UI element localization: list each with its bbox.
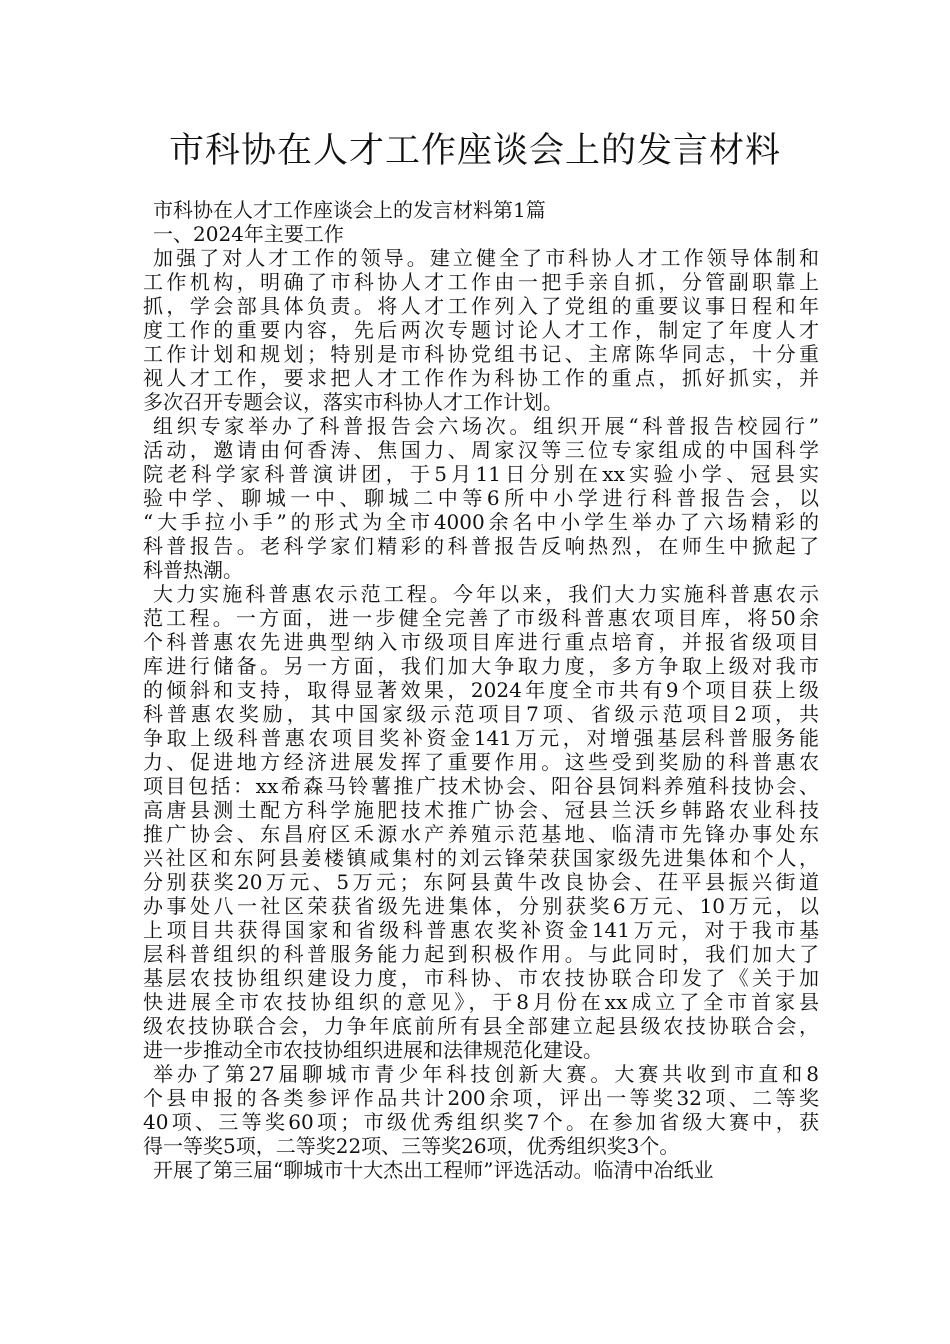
paragraph: [143, 198, 819, 222]
text-line: 工作机构，明确了市科协人才工作由一把手亲自抓，分管副职靠上: [143, 270, 819, 294]
text-line: 的倾斜和支持，取得显著效果，2024年度全市共有9个项目获上级: [143, 678, 819, 702]
text-line: 办事处八一社区荣获省级先进集体，分别获奖6万元、10万元，以: [143, 894, 819, 918]
text-line: 开展了第三届“聊城市十大杰出工程师”评选活动。临清中冶纸业: [153, 1158, 714, 1182]
text-line: 验中学、聊城一中、聊城二中等6所中小学进行科普报告会，以: [143, 486, 819, 510]
text-line: 一、2024年主要工作: [153, 222, 344, 246]
text-line: 范工程。一方面，进一步健全完善了市级科普惠农项目库，将50余: [143, 606, 819, 630]
paragraph: [143, 222, 819, 246]
text-line: 得一等奖5项，二等奖22项、三等奖26项，优秀组织奖3个。: [143, 1134, 680, 1158]
text-line: 抓，学会部具体负责。将人才工作列入了党组的重要议事日程和年: [143, 294, 819, 318]
text-line: 科普热潮。: [143, 558, 243, 582]
text-line: 科普惠农奖励，其中国家级示范项目7项、省级示范项目2项，共: [143, 702, 819, 726]
text-line: 个县申报的各类参评作品共计200余项，评出一等奖32项、二等奖: [143, 1086, 819, 1110]
document-body: [143, 198, 819, 1182]
paragraph: [143, 582, 819, 1062]
text-line: 科普报告。老科学家们精彩的科普报告反响热烈，在师生中掀起了: [143, 534, 819, 558]
text-line: 活动，邀请由何香涛、焦国力、周家汉等三位专家组成的中国科学: [143, 438, 819, 462]
text-line: 力、促进地方经济进展发挥了重要作用。这些受到奖励的科普惠农: [143, 750, 819, 774]
text-line: 项目包括：xx希森马铃薯推广技术协会、阳谷县饲料养殖科技协会、: [143, 774, 819, 798]
text-line: “大手拉小手”的形式为全市4000余名中小学生举办了六场精彩的: [143, 510, 819, 534]
text-line: 度工作的重要内容，先后两次专题讨论人才工作，制定了年度人才: [143, 318, 819, 342]
text-line: 院老科学家科普演讲团，于5月11日分别在xx实验小学、冠县实: [143, 462, 819, 486]
text-line: 工作计划和规划；特别是市科协党组书记、主席陈华同志，十分重: [143, 342, 819, 366]
paragraph: [143, 1062, 819, 1158]
paragraph: [143, 414, 819, 582]
text-line: 进一步推动全市农技协组织进展和法律规范化建设。: [143, 1038, 603, 1062]
text-line: 视人才工作，要求把人才工作作为科协工作的重点，抓好抓实，并: [143, 366, 819, 390]
text-line: 组织专家举办了科普报告会六场次。组织开展“科普报告校园行”: [153, 414, 819, 438]
paragraph: [143, 246, 819, 414]
text-line: 基层农技协组织建设力度，市科协、市农技协联合印发了《关于加: [143, 966, 819, 990]
paragraph: [143, 1158, 819, 1182]
text-line: 级农技协联合会，力争年底前所有县全部建立起县级农技协联合会，: [143, 1014, 819, 1038]
text-line: 市科协在人才工作座谈会上的发言材料第1篇: [153, 198, 546, 222]
text-line: 兴社区和东阿县姜楼镇咸集村的刘云锋荣获国家级先进集体和个人，: [143, 846, 819, 870]
text-line: 上项目共获得国家和省级科普惠农奖补资金141万元，对于我市基: [143, 918, 819, 942]
text-line: 分别获奖20万元、5万元；东阿县黄牛改良协会、茌平县振兴街道: [143, 870, 819, 894]
text-line: 库进行储备。另一方面，我们加大争取力度，多方争取上级对我市: [143, 654, 819, 678]
text-line: 加强了对人才工作的领导。建立健全了市科协人才工作领导体制和: [153, 246, 819, 270]
text-line: 多次召开专题会议，落实市科协人才工作计划。: [143, 390, 563, 414]
text-line: 大力实施科普惠农示范工程。今年以来，我们大力实施科普惠农示: [153, 582, 819, 606]
text-line: 推广协会、东昌府区禾源水产养殖示范基地、临清市先锋办事处东: [143, 822, 819, 846]
text-line: 个科普惠农先进典型纳入市级项目库进行重点培育，并报省级项目: [143, 630, 819, 654]
text-line: 高唐县测土配方科学施肥技术推广协会、冠县兰沃乡韩路农业科技: [143, 798, 819, 822]
text-line: 层科普组织的科普服务能力起到积极作用。与此同时，我们加大了: [143, 942, 819, 966]
text-line: 争取上级科普惠农项目奖补资金141万元，对增强基层科普服务能: [143, 726, 819, 750]
text-line: 举办了第27届聊城市青少年科技创新大赛。大赛共收到市直和8: [153, 1062, 819, 1086]
document-title: 市科协在人才工作座谈会上的发言材料: [168, 131, 781, 171]
text-line: 40项、三等奖60项；市级优秀组织奖7个。在参加省级大赛中，获: [143, 1110, 819, 1134]
text-line: 快进展全市农技协组织的意见》，于8月份在xx成立了全市首家县: [143, 990, 819, 1014]
